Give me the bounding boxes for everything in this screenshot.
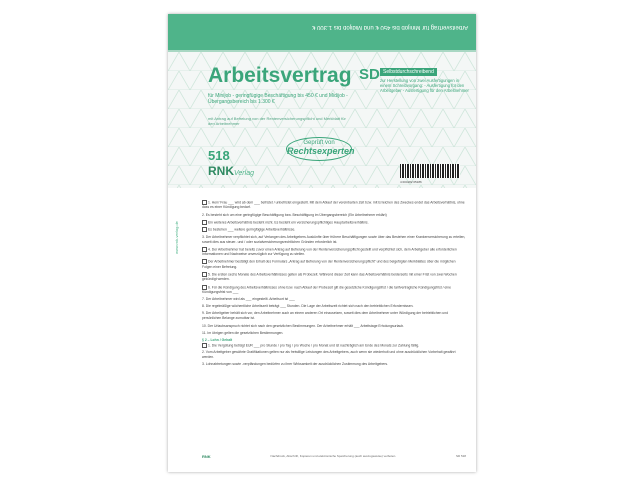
clause: Ein weiteres Arbeitsverhältnis besteht nicht. Es besteht ein versicherungspflichtiges Hauptarbeitsverhältnis. bbox=[202, 220, 466, 225]
clause: 6. Für die Kündigung des Arbeitsverhältnisses ohne bzw. nach Ablauf der Probezeit gilt die gesetzliche Kündigungsfrist / die tarifvertragliche Kündigungsfrist / eine Kündigungsfrist von ___ bbox=[202, 284, 451, 295]
clause: Es bestehen ___ weitere geringfügige Arbeitsverhältnisse. bbox=[202, 227, 466, 232]
checkbox[interactable] bbox=[202, 259, 207, 264]
sd-badge: Selbstdurchschreibend bbox=[380, 68, 437, 76]
clause: 11. Im übrigen gelten die gesetzlichen Bestimmungen. bbox=[202, 330, 284, 335]
checkbox[interactable] bbox=[202, 272, 207, 277]
clause: 1. Die Vergütung beträgt EUR ___ pro Stunde / pro Tag / pro Woche / pro Monat und ist nachträglich am Ende des Monats zur Zahlung fällig. bbox=[202, 343, 466, 348]
seal-top-text: Geprüft von bbox=[303, 140, 335, 146]
section-header: § 2 – Lohn / Gehalt bbox=[202, 337, 233, 342]
rnk-logo: RNK bbox=[208, 164, 234, 178]
document-note: mit Antrag auf Befreiung von der Rentenversicherungspflicht und Merkblatt für den Arbeitnehmer bbox=[208, 116, 346, 126]
clause: 9. Der Arbeitgeber behält sich vor, den Arbeitnehmer auch an einem anderen Ort einzusetzen, soweit dies dem Arbeitnehmer unter Würdigung der betrieblichen und persönlichen Belange zumutbar ist. bbox=[202, 311, 448, 321]
document-title: Arbeitsvertrag bbox=[208, 64, 352, 87]
sd-info: zur Herstellung von zwei Ausfertigungen in einem Schreibvorgang: - Ausfertigung für den Arbeitgeber - Ausfertigung für den Arbeitnehmer bbox=[380, 78, 469, 93]
form-number: 518 bbox=[208, 148, 230, 163]
cover-header bbox=[168, 14, 476, 188]
barcode-label: 4 004182 05186 bbox=[400, 180, 422, 184]
clause: 8. Die regelmäßige wöchentliche Arbeitszeit beträgt ___ Stunden. Die Lage der Arbeitszeit richtet sich nach den betrieblichen Erfordernissen. bbox=[202, 304, 414, 309]
clause: 7. Der Arbeitnehmer wird als ___ eingestellt. Arbeitsort ist ___ bbox=[202, 297, 295, 302]
clause: 5. Die ersten sechs Monate des Arbeitsverhältnisses gelten als Probezeit. Während dieser Zeit kann das Arbeitsverhältnis beiderseits mit einer Frist von zwei Wochen gekündigt werden. bbox=[202, 272, 457, 282]
clause: 2. Es besteht sich um eine geringfügige Beschäftigung bzw. Beschäftigung im Übergangsbereich (Ein Arbeitnehmer erklärt) bbox=[202, 212, 387, 217]
footer-logo: RNK bbox=[202, 454, 211, 459]
contract-body bbox=[202, 200, 466, 370]
side-url: www.rnk-verlag.de bbox=[174, 221, 179, 254]
clause: 1. Herr/ Frau ___ wird ab dem ___ befristet / unbefristet eingestellt. Mit dem Ablauf der vereinbarten Zeit bzw. mit Erreichen des Zweckes endet das Arbeitsverhältnis, ohne dass es einer Kündigung bedarf. bbox=[202, 200, 465, 210]
clause: 4. Der Arbeitnehmer hat bereits zuvor einen Antrag auf Befreiung von der Rentenversicherungspflicht gestellt und verpflichtet sich, dem Arbeitgeber alle erforderlichen Informationen und Nachweise unverzüglich zur Verfügung zu stellen. bbox=[202, 247, 457, 257]
clause: 3. Der Arbeitnehmer verpflichtet sich, auf Verlangen des Arbeitgebers Auskünfte über frühere Beschäftigungen sowie über das Bestehen einer Krankenversicherung zu erteilen, soweit dies aus steuer- und / oder sozialversicherungsrechtlichen Gründen erforderlich ist. bbox=[202, 234, 466, 244]
document-subtitle: für Minijob - geringfügige Beschäftigung bis 450 € und Midijob - Übergangsbereich bis 1.300 € bbox=[208, 93, 348, 105]
contract-document bbox=[168, 14, 476, 472]
clause: 3. Lohnabtretungen sowie -verpfändungen bedürfen zu ihrer Wirksamkeit der ausdrücklichen Zustimmung des Arbeitgebers. bbox=[202, 362, 389, 367]
checkbox[interactable] bbox=[202, 247, 207, 252]
footer bbox=[202, 454, 466, 459]
checkbox[interactable] bbox=[202, 285, 207, 290]
clause: 2. Vom Arbeitgeber gewährte Gratifikationen gelten nur als freiwillige Leistungen des Arbeitgebers, auch wenn sie wiederholt und ohne ausdrücklichen Vorbehalt gewährt werden. bbox=[202, 350, 456, 360]
fold-band bbox=[168, 14, 476, 50]
barcode bbox=[400, 164, 460, 178]
footer-text: Nachdruck, Abschrift, Kopieren und elektronische Speicherung (auch auszugsweise) verboten. bbox=[270, 454, 397, 458]
fold-band-text: Arbeitsvertrag für Minijob bis 450 € und Midijob bis 1.300 € bbox=[311, 24, 468, 30]
checkbox[interactable] bbox=[202, 200, 207, 205]
fold-line bbox=[168, 50, 476, 52]
footer-code: SD 518 bbox=[455, 454, 466, 458]
clause: 10. Der Urlaubsanspruch richtet sich nach den gesetzlichen Bestimmungen. Der Arbeitnehmer erhält ___ Arbeitstage Erholungsurlaub. bbox=[202, 323, 405, 328]
expert-seal bbox=[286, 137, 355, 161]
checkbox[interactable] bbox=[202, 227, 207, 232]
seal-main-text: Rechtsexperten bbox=[287, 146, 355, 156]
checkbox[interactable] bbox=[202, 343, 207, 348]
clause: Der Arbeitnehmer bestätigt den Erhalt des Formulars „Antrag auf Befreiung von der Rentenversicherungspflicht“ und des beigefügten Merkblattes über die möglichen Folgen einer Befreiung. bbox=[202, 259, 456, 269]
checkbox[interactable] bbox=[202, 220, 207, 225]
rnk-logo-sub: Verlag bbox=[234, 170, 254, 177]
sd-label: SD bbox=[359, 66, 380, 83]
